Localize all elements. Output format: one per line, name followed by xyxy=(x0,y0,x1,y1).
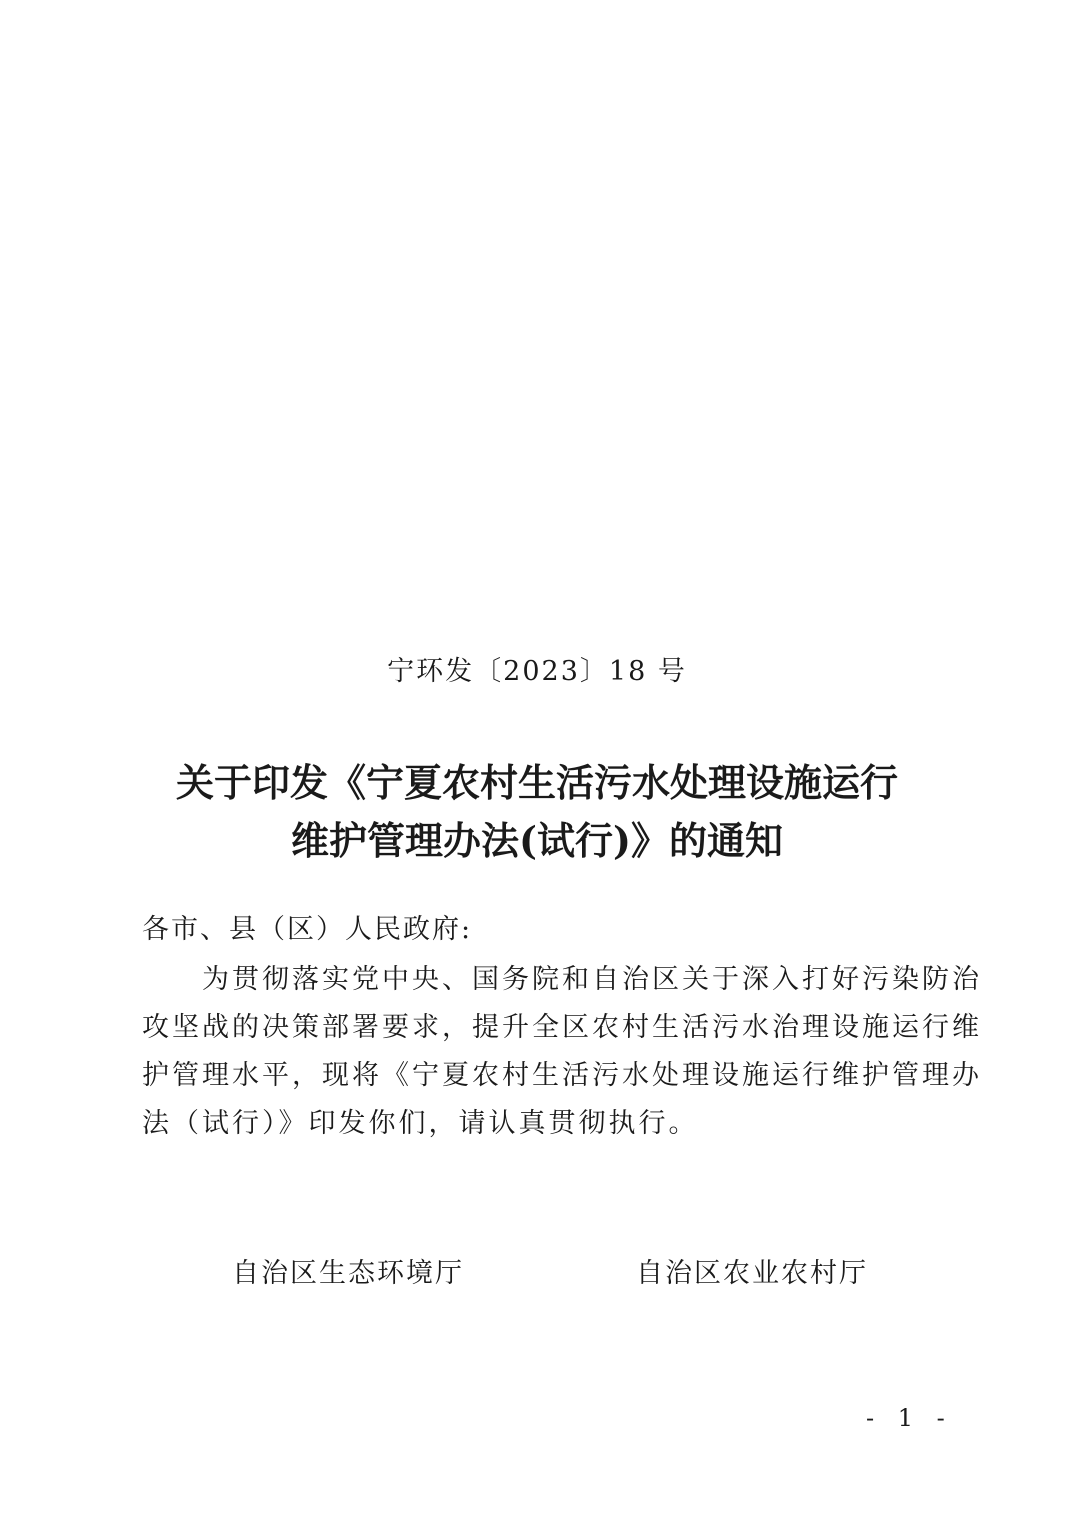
document-title xyxy=(120,754,954,870)
body-line-2: 攻坚战的决策部署要求，提升全区农村生活污水治理设施运行维 xyxy=(142,1012,982,1043)
title-line-2: 维护管理办法(试行)》的通知 xyxy=(291,818,783,863)
salutation: 各市、县（区）人民政府: xyxy=(142,914,473,945)
signer-agriculture-department: 自治区农业农村厅 xyxy=(636,1258,868,1289)
page-number: - 1 - xyxy=(866,1404,953,1432)
document-number: 宁环发〔2023〕18 号 xyxy=(387,656,687,687)
body-line-3: 护管理水平，现将《宁夏农村生活污水处理设施运行维护管理办 xyxy=(142,1060,982,1091)
body-line-4: 法（试行）》印发你们，请认真贯彻执行。 xyxy=(142,1108,699,1139)
signer-ecology-department: 自治区生态环境厅 xyxy=(232,1258,464,1289)
body-line-1: 为贯彻落实党中央、国务院和自治区关于深入打好污染防治 xyxy=(202,964,982,995)
title-line-1: 关于印发《宁夏农村生活污水处理设施运行 xyxy=(175,760,898,805)
body-paragraph xyxy=(142,956,982,1148)
